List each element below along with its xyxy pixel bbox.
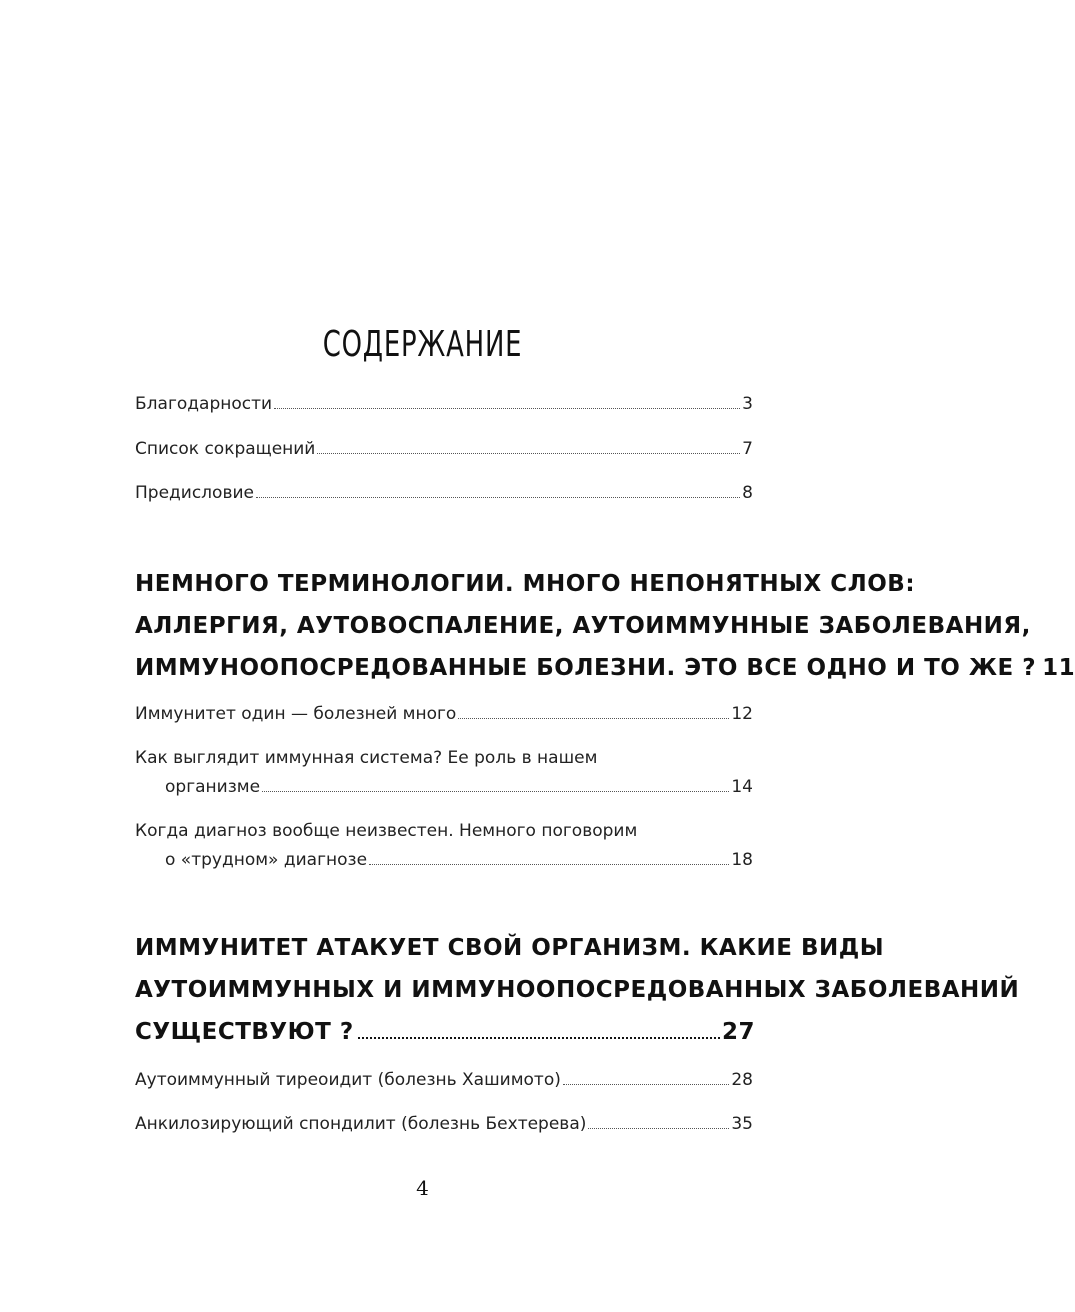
toc-entry-acknowledgements[interactable] — [135, 394, 753, 414]
chapter-page: 27 — [721, 1019, 755, 1045]
dot-leader — [317, 452, 740, 454]
toc-entry-page: 8 — [742, 483, 753, 503]
toc-entry-page: 14 — [731, 777, 753, 797]
chapter-heading-line: ИММУНООПОСРЕДОВАННЫЕ БОЛЕЗНИ. ЭТО ВСЕ ОДНО И ТО ЖЕ ? — [135, 655, 1037, 681]
toc-entry-label: Список сокращений — [135, 439, 316, 459]
dot-leader — [588, 1127, 729, 1129]
toc-entry-label: Анкилозирующий спондилит (болезнь Бехтерева) — [135, 1114, 587, 1134]
chapter-heading-2[interactable] — [135, 927, 1020, 1053]
dot-leader — [358, 1037, 720, 1039]
page-number: 4 — [416, 1176, 429, 1200]
toc-entry-abbreviations[interactable] — [135, 439, 753, 459]
toc-entry-page: 7 — [742, 439, 753, 459]
toc-entry[interactable] — [135, 1070, 753, 1090]
toc-entry-page: 3 — [742, 394, 753, 414]
chapter-heading-line: ИММУНИТЕТ АТАКУЕТ СВОЙ ОРГАНИЗМ. КАКИЕ ВИДЫ — [135, 935, 885, 961]
chapter-page: 11 — [1042, 655, 1075, 681]
chapter-heading-line: АЛЛЕРГИЯ, АУТОВОСПАЛЕНИЕ, АУТОИММУННЫЕ ЗАБОЛЕВАНИЯ, — [135, 613, 1031, 639]
toc-entry-label: Благодарности — [135, 394, 273, 414]
toc-entry-label: Иммунитет один — болезней много — [135, 704, 457, 724]
dot-leader — [458, 717, 729, 719]
toc-entry-page: 18 — [731, 850, 753, 870]
dot-leader — [563, 1083, 729, 1085]
page-title: СОДЕРЖАНИЕ — [322, 324, 523, 365]
toc-entry-page: 12 — [731, 704, 753, 724]
toc-entry-label: организме — [165, 777, 261, 797]
toc-entry-label[interactable]: Когда диагноз вообще неизвестен. Немного поговорим — [135, 821, 638, 841]
toc-entry[interactable] — [165, 777, 753, 797]
toc-entry[interactable] — [135, 1114, 753, 1134]
dot-leader — [256, 496, 740, 498]
chapter-heading-line: НЕМНОГО ТЕРМИНОЛОГИИ. МНОГО НЕПОНЯТНЫХ СЛОВ: — [135, 571, 916, 597]
dot-leader — [262, 790, 729, 792]
toc-entry-label: о «трудном» диагнозе — [165, 850, 368, 870]
toc-entry-label[interactable]: Как выглядит иммунная система? Ее роль в нашем — [135, 748, 598, 768]
toc-entry-page: 28 — [731, 1070, 753, 1090]
dot-leader — [369, 863, 729, 865]
toc-entry-page: 35 — [731, 1114, 753, 1134]
toc-entry[interactable] — [135, 704, 753, 724]
toc-entry-label: Аутоиммунный тиреоидит (болезнь Хашимото) — [135, 1070, 561, 1090]
chapter-heading-line: АУТОИММУННЫХ И ИММУНООПОСРЕДОВАННЫХ ЗАБОЛЕВАНИЙ — [135, 977, 1020, 1003]
toc-entry-preface[interactable] — [135, 483, 753, 503]
toc-entry[interactable] — [165, 850, 753, 870]
dot-leader — [274, 407, 740, 409]
toc-entry-label: Предисловие — [135, 483, 254, 503]
chapter-heading-line: СУЩЕСТВУЮТ ? — [135, 1019, 354, 1045]
chapter-heading-1[interactable] — [135, 563, 1075, 689]
